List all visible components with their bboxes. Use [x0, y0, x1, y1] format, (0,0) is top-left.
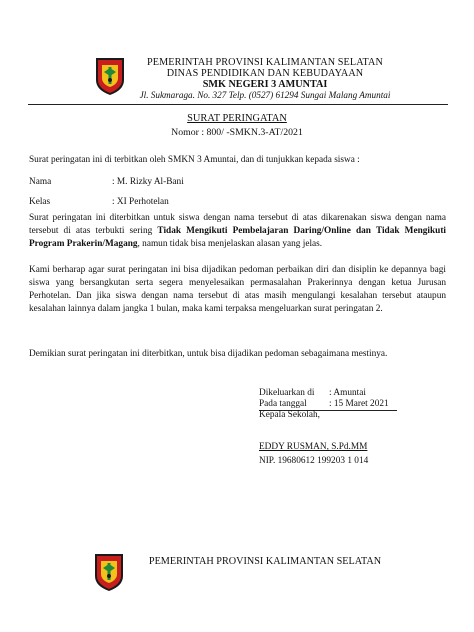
student-name-label: Nama [29, 177, 52, 187]
issued-place-label: Dikeluarkan di [259, 388, 315, 398]
student-class-label: Kelas [29, 197, 51, 207]
reason-text-after: , namun tidak bisa menjelaskan alasan yang jelas. [137, 239, 323, 249]
letterhead-address: Jl. Sukmaraga. No. 327 Telp. (0527) 61294 Sungai Malang Amuntai [139, 90, 391, 100]
student-name-row [29, 177, 184, 187]
issued-date-value: : 15 Maret 2021 [329, 399, 389, 409]
signatory-nip: NIP. 19680612 199203 1 014 [259, 456, 369, 466]
reason-paragraph [29, 212, 446, 251]
letter-number: Nomor : 800/ -SMKN.3-AT/2021 [171, 127, 303, 138]
expectation-paragraph: Kami berharap agar surat peringatan ini bisa dijadikan pedoman perbaikan diri dan disiplin ke depannya bagi siswa yang bersangkutan serta segera menyelesaikan permasalahan Prakerinnya dengan ketua Jurusan Perhotelan. Dan jika siswa dengan nama tersebut di atas masih mengulangi kesalahan tersebut ataupun kesalahan lainnya dalam jangka 1 bulan, maka kami terpaksa mengeluarkan surat peringatan 2. [29, 265, 446, 314]
signatory-name: EDDY RUSMAN, S.Pd.MM [259, 442, 368, 452]
issued-date-label: Pada tanggal [259, 399, 307, 409]
letterhead-government: PEMERINTAH PROVINSI KALIMANTAN SELATAN [147, 57, 383, 68]
letterhead [22, 50, 452, 108]
reason-text-before: Surat peringatan ini diterbitkan untuk siswa dengan nama tersebut di atas dikarenakan siswa dengan nama tersebut di atas terbukti sering [29, 213, 446, 236]
letterhead-department: DINAS PENDIDIKAN DAN KEBUDAYAAN [166, 68, 364, 79]
letterhead-government-repeat: PEMERINTAH PROVINSI KALIMANTAN SELATAN [148, 556, 382, 567]
student-class-value: : XI Perhotelan [112, 197, 169, 207]
student-class-row [29, 197, 169, 207]
provincial-emblem-icon [93, 552, 125, 592]
closing-paragraph: Demikian surat peringatan ini diterbitkan, untuk bisa dijadikan pedoman sebagaimana mestinya. [29, 349, 388, 359]
student-name-value: : M. Rizky Al-Bani [112, 177, 184, 187]
intro-paragraph: Surat peringatan ini di terbitkan oleh SMKN 3 Amuntai, dan di tunjukkan kepada siswa : [29, 155, 360, 165]
issued-place-value: : Amuntai [329, 388, 366, 398]
reason-text-bold: Tidak Mengikuti Pembelajaran Daring/Online dan Tidak Mengikuti Program Prakerin/Magang [29, 226, 447, 249]
signatory-role: Kepala Sekolah, [259, 410, 320, 420]
letterhead-divider [28, 104, 448, 105]
letterhead-school: SMK NEGERI 3 AMUNTAI [202, 79, 328, 90]
letterhead-text [130, 57, 400, 101]
letter-title: SURAT PERINGATAN [187, 113, 287, 124]
provincial-emblem-icon [94, 56, 126, 96]
